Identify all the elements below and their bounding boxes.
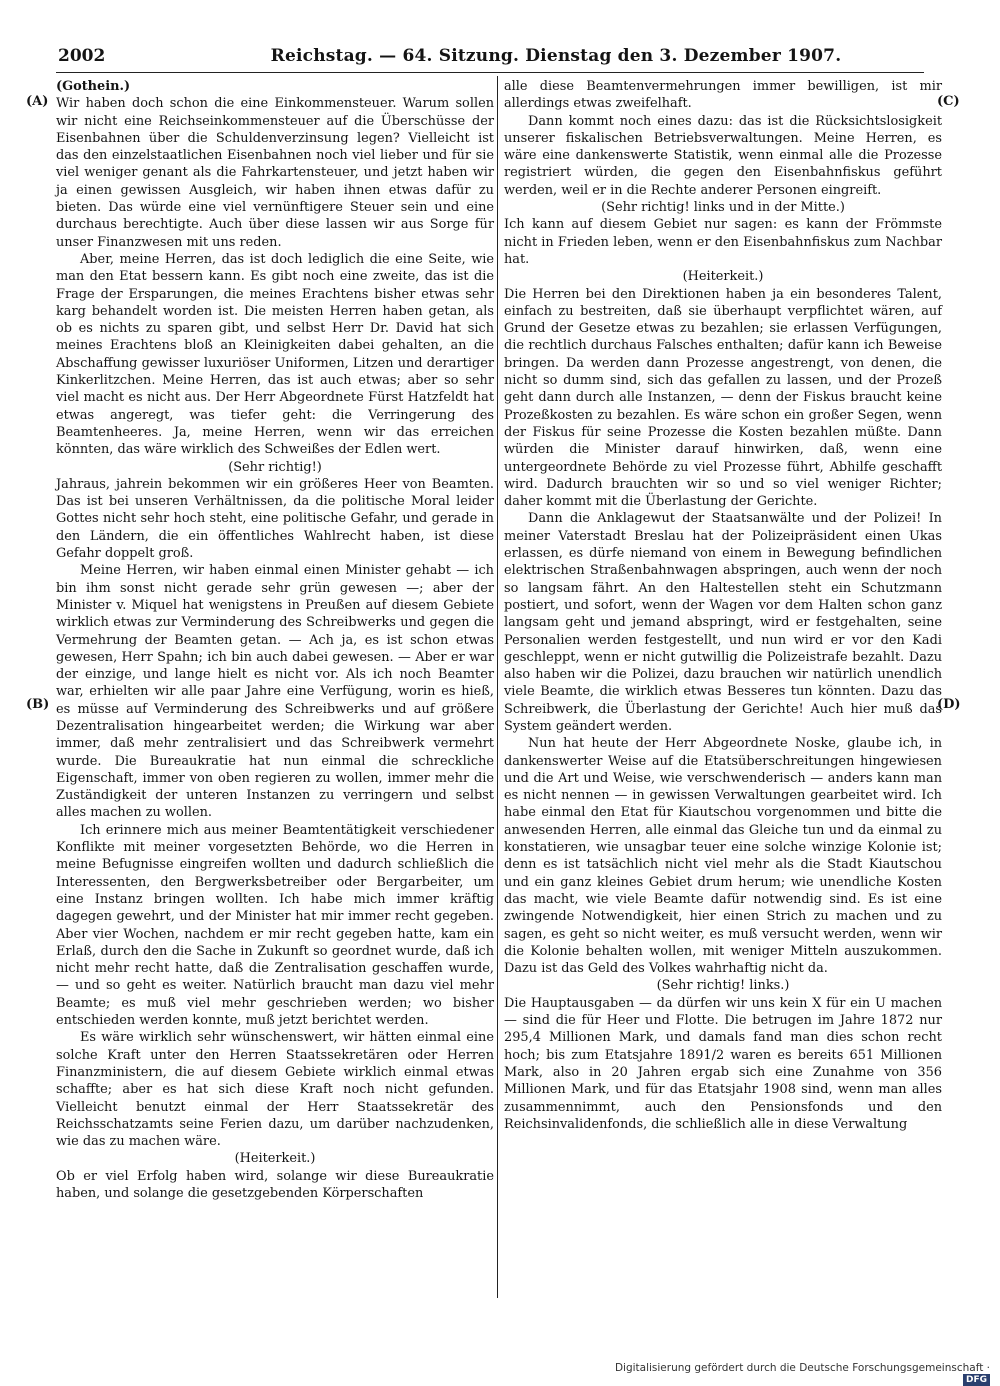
margin-mark-d: (D) bbox=[937, 697, 961, 712]
speaker-name: (Gothein.) bbox=[56, 79, 131, 94]
paragraph: alle diese Beamtenvermehrungen immer bewilligen, ist mir allerdings etwas zweifelhaft. bbox=[504, 79, 942, 112]
paragraph: Ich erinnere mich aus meiner Beamtentätigkeit verschiedener Konflikte mit meiner vorgesetzten Behörde, wo die Herren in meine Befugnisse eingreifen wollten und dadurch schließlich die Interessenten, den Bergwerksbetreiber oder Bergarbeiter, um eine Instanz bringen wollten. Ich habe mich immer kräftig dagegen gewehrt, und der Minister hat mir immer recht gegeben. Aber vier Wochen, nachdem er mir recht gegeben hatte, kam ein Erlaß, durch den die Sache in Zukunft so geordnet wurde, daß ich nicht mehr recht hatte, daß die Zentralisation geschaffen wurde, — und so geht es weiter. Natürlich braucht man dazu viel mehr Beamte; es muß viel mehr geschrieben werden; wo bisher entschieden werden konnte, muß jetzt berichtet werden. bbox=[56, 822, 494, 1029]
paragraph: Wir haben doch schon die eine Einkommensteuer. Warum sollen wir nicht eine Reichseinkommensteuer auf die Überschüsse der Eisenbahnen über die Schuldenverzinsung legen? Vielleicht ist das den einzelstaatlichen Eisenbahnen noch viel lieber und für sie viel weniger genant als die Fahrkartensteuer, und jetzt haben wir ja einen gewissen Ausgleich, wir haben ihnen etwas dafür zu bieten. Das würde eine viel vernünftigere Steuer sein und eine durchaus berechtigte. Auch über diese lassen wir aus Sorge für unser Finanzwesen mit uns reden. bbox=[56, 96, 494, 250]
margin-mark-a: (A) bbox=[26, 94, 49, 109]
paragraph: Ich kann auf diesem Gebiet nur sagen: es kann der Frömmste nicht in Frieden leben, wenn er den Eisenbahnfiskus zum Nachbar hat. bbox=[504, 217, 942, 267]
paragraph: Nun hat heute der Herr Abgeordnete Noske, glaube ich, in dankenswerter Weise auf die Etatsüberschreitungen hingewiesen und die Art und Weise, wie verschwenderisch — anders kann man es nicht nennen — in gewissen Verwaltungen gearbeitet wird. Ich habe einmal den Etat für Kiautschou vorgenommen und bitte die anwesenden Herren, alle einmal das Gleiche tun und da einmal zu konstatieren, wie unsagbar teuer eine solche winzige Kolonie ist; denn es ist tatsächlich nicht viel mehr als die Stadt Kiautschou und ein ganz kleines Gebiet drum herum; wie unendliche Kosten das macht, wie viele Beamte dafür notwendig sind. Es ist eine zwingende Notwendigkeit, hier einen Strich zu machen und zu sagen, es geht so nicht weiter, es muß versucht werden, wenn wir die Kolonie behalten wollen, mit weniger Mitteln auszukommen. Dazu ist das Geld des Volkes wahrhaftig nicht da. bbox=[504, 736, 942, 977]
paragraph: Dann kommt noch eines dazu: das ist die Rücksichtslosigkeit unserer fiskalischen Betriebsverwaltungen. Meine Herren, es wäre eine dankenswerte Statistik, wenn einmal alle die Prozesse registriert würden, die gegen den Eisenbahnfiskus geführt werden, weil er in die Rechte anderer Personen eingreift. bbox=[504, 113, 942, 198]
paragraph: Meine Herren, wir haben einmal einen Minister gehabt — ich bin ihm sonst nicht gerade sehr grün gewesen —; aber der Minister v. Miquel hat wenigstens in Preußen auf diesem Gebiete wirklich etwas zur Verminderung des Schreibwerks und gegen die Vermehrung der Beamten getan. — Ach ja, es ist schon etwas gewesen, Herr Spahn; ich bin auch dabei gewesen. — Aber er war der einzige, und lange hielt es nicht vor. Als ich noch Beamter war, erhielten wir alle paar Jahre eine Verfügung, worin es hieß, es müsse auf Verminderung des Schreibwerks und auf größere Dezentralisation hingearbeitet werden; die Wirkung war aber immer, daß mehr zentralisiert und das Schreibwerk vermehrt wurde. Die Bureaukratie hat nun einmal die schreckliche Eigenschaft, immer von oben regieren zu wollen, immer mehr die Zuständigkeit der unteren Instanzen zu verringern und selbst alles machen zu wollen. bbox=[56, 563, 494, 821]
margin-mark-c: (C) bbox=[937, 94, 960, 109]
interjection: (Heiterkeit.) bbox=[234, 1151, 316, 1167]
dfg-logo: DFG bbox=[963, 1374, 990, 1386]
column-divider bbox=[497, 76, 498, 1298]
paragraph: Die Hauptausgaben — da dürfen wir uns kein X für ein U machen — sind die für Heer und Flotte. Die betrugen im Jahre 1872 nur 295,4 Millionen Mark, und damals fand man dies schon recht hoch; bis zum Etatsjahre 1891/2 waren es bereits 651 Millionen Mark, also in 20 Jahren ergab sich eine Zunahme von 356 Millionen Mark, und für das Etatsjahr 1908 sind, wenn man alles zusammennimmt, auch den Pensionsfonds und den Reichsinvalidenfonds, die schließlich alle in diese Verwaltung bbox=[504, 995, 942, 1132]
paragraph: Ob er viel Erfolg haben wird, solange wir diese Bureaukratie haben, und solange die gesetzgebenden Körperschaften bbox=[56, 1168, 494, 1201]
interjection: (Heiterkeit.) bbox=[682, 269, 764, 285]
right-column bbox=[504, 78, 942, 1133]
paragraph: Es wäre wirklich sehr wünschenswert, wir hätten einmal eine solche Kraft unter den Herren Staatssekretären oder Herren Finanzministern, die auf diesem Gebiete wirklich einmal etwas schaffte; aber es hat sich diese Kraft noch nicht gefunden. Vielleicht benutzt einmal der Herr Staatssekretär des Reichsschatzamts seine Ferien dazu, um darüber nachzudenken, wie das zu machen wäre. bbox=[56, 1030, 494, 1150]
interjection: (Sehr richtig! links.) bbox=[656, 978, 790, 994]
paragraph: Die Herren bei den Direktionen haben ja ein besonderes Talent, einfach zu bestreiten, daß sie überhaupt verpflichtet wären, auf Grund der Gesetze etwas zu bezahlen; sie erlassen Verfügungen, die rechtlich durchaus Falsches enthalten; dafür kann ich Beweise bringen. Da werden dann Prozesse angestrengt, von denen, die nicht so dumm sind, sich das gefallen zu lassen, und der Prozeß geht dann durch alle Instanzen, — denn der Fiskus braucht keine Prozeßkosten zu bezahlen. Es wäre schon ein großer Segen, wenn der Fiskus für seine Prozesse die Kosten bezahlen müßte. Dann würden die Minister darauf hinwirken, daß, wenn eine untergeordnete Behörde zu viel Prozesse führt, Abhilfe geschafft wird. Dadurch brauchten wir so und so viel weniger Richter; daher kommt mit die Überlastung der Gerichte. bbox=[504, 286, 942, 510]
interjection: (Sehr richtig!) bbox=[228, 459, 322, 475]
left-column bbox=[56, 78, 494, 1202]
page-number: 2002 bbox=[58, 46, 106, 66]
footer-text: Digitalisierung gefördert durch die Deutsche Forschungsgemeinschaft · bbox=[614, 1362, 990, 1374]
page-header bbox=[56, 44, 924, 73]
interjection: (Sehr richtig! links und in der Mitte.) bbox=[601, 200, 845, 216]
paragraph: Aber, meine Herren, das ist doch lediglich die eine Seite, wie man den Etat bessern kann. Es gibt noch eine zweite, das ist die Frage der Ersparungen, die meines Erachtens bisher etwas sehr karg behandelt worden ist. Die meisten Herren haben getan, als ob es nichts zu sparen gibt, und selbst Herr Dr. David hat sich meines Erachtens bloß an Kleinigkeiten dabei gehalten, an die Abschaffung gewisser luxuriöser Uniformen, Litzen und derartiger Kinkerlitzchen. Meine Herren, das ist auch etwas; aber so sehr viel macht es nicht aus. Der Herr Abgeordnete Fürst Hatzfeldt hat etwas angeregt, was tiefer geht: die Verringerung des Beamtenheeres. Ja, meine Herren, wenn wir das erreichen könnten, das wäre wirklich des Schweißes der Edlen wert. bbox=[56, 251, 494, 458]
paragraph: Jahraus, jahrein bekommen wir ein größeres Heer von Beamten. Das ist bei unseren Verhältnissen, da die politische Moral leider Gottes nicht sehr hoch steht, eine politische Gefahr, und gerade in den Ländern, die ein öffentliches Wahlrecht haben, ist diese Gefahr doppelt groß. bbox=[56, 476, 494, 562]
running-title: Reichstag. — 64. Sitzung. Dienstag den 3. Dezember 1907. bbox=[270, 46, 842, 66]
digitization-footer bbox=[590, 1362, 990, 1385]
paragraph: Dann die Anklagewut der Staatsanwälte und der Polizei! In meiner Vaterstadt Breslau hat der Polizeipräsident einen Ukas erlassen, es dürfe niemand von einem in Bewegung befindlichen elektrischen Straßenbahnwagen abspringen, auch wenn der noch so langsam fährt. An den Haltestellen steht ein Schutzmann postiert, und sofort, wenn der Wagen vor dem Halten schon ganz langsam geht und jemand abspringt, wird er festgehalten, seine Personalien werden festgestellt, und nun wird er vor den Kadi geschleppt, wenn er nicht gutwillig die Polizeistrafe bezahlt. Dazu also haben wir die Polizei, dazu brauchen wir natürlich unendlich viele Beamte, die wirklich etwas Besseres tun könnten. Dazu das Schreibwerk, die Überlastung der Gerichte! Auch hier muß das System geändert werden. bbox=[504, 511, 942, 734]
margin-mark-b: (B) bbox=[26, 697, 50, 712]
